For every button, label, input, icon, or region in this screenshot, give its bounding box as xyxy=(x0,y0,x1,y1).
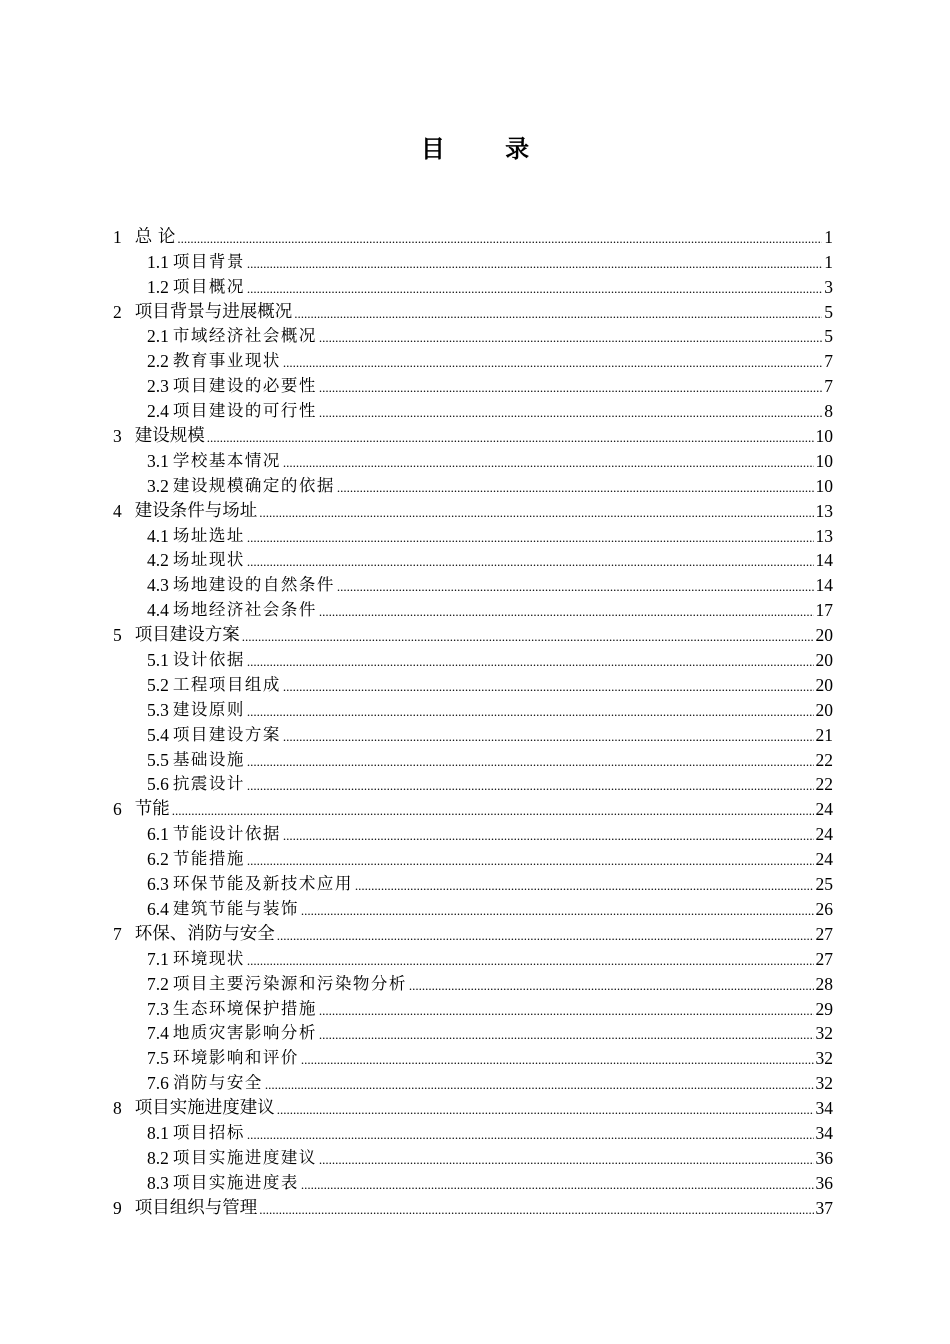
toc-entry-number: 6.3 xyxy=(147,874,169,895)
toc-entry-page: 10 xyxy=(815,450,833,471)
toc-section-entry[interactable] xyxy=(113,523,833,548)
toc-entry-number: 9 xyxy=(113,1197,122,1218)
toc-entry-number: 2.3 xyxy=(147,376,169,397)
toc-entry-title: 市域经济社会概况 xyxy=(172,326,317,346)
toc-dot-leader xyxy=(247,552,814,572)
toc-entry-title: 设计依据 xyxy=(172,650,245,670)
toc-entry-number: 7.6 xyxy=(147,1073,169,1094)
toc-section-entry[interactable] xyxy=(113,1120,833,1145)
toc-section-entry[interactable] xyxy=(113,971,833,996)
toc-entry-page: 24 xyxy=(815,799,833,820)
toc-section-entry[interactable] xyxy=(113,722,833,747)
toc-dot-leader xyxy=(319,378,822,398)
toc-section-entry[interactable] xyxy=(113,896,833,921)
toc-entry-page: 24 xyxy=(815,824,833,845)
toc-dot-leader xyxy=(283,826,814,846)
toc-entry-page: 7 xyxy=(824,376,833,397)
toc-dot-leader xyxy=(265,1075,814,1095)
toc-entry-page: 29 xyxy=(815,998,833,1019)
toc-dot-leader xyxy=(247,279,822,299)
toc-section-entry[interactable] xyxy=(113,398,833,423)
toc-entry-number: 1.1 xyxy=(147,251,169,272)
toc-entry-number: 6.4 xyxy=(147,898,169,919)
toc-entry-number: 3.1 xyxy=(147,450,169,471)
toc-entry-page: 32 xyxy=(815,1023,833,1044)
toc-entry-number: 5.2 xyxy=(147,674,169,695)
toc-entry-number: 5.3 xyxy=(147,699,169,720)
toc-entry-page: 26 xyxy=(815,898,833,919)
toc-dot-leader xyxy=(337,577,814,597)
toc-entry-page: 27 xyxy=(815,923,833,944)
toc-entry-page: 34 xyxy=(815,1098,833,1119)
toc-entry-number: 7 xyxy=(113,923,122,944)
toc-entry-number: 5.5 xyxy=(147,749,169,770)
toc-entry-title: 环保、消防与安全 xyxy=(134,923,275,944)
toc-entry-title: 抗震设计 xyxy=(172,774,245,794)
toc-entry-number: 6 xyxy=(113,799,122,820)
toc-entry-page: 17 xyxy=(815,600,833,621)
toc-entry-page: 36 xyxy=(815,1147,833,1168)
toc-entry-number: 2.1 xyxy=(147,326,169,347)
toc-dot-leader xyxy=(207,428,814,448)
toc-section-entry[interactable] xyxy=(113,473,833,498)
toc-entry-title: 基础设施 xyxy=(172,749,245,769)
toc-dot-leader xyxy=(319,1001,814,1021)
toc-dot-leader xyxy=(283,677,814,697)
toc-entry-title: 项目实施进度表 xyxy=(172,1172,299,1192)
toc-entry-number: 7.4 xyxy=(147,1023,169,1044)
toc-dot-leader xyxy=(319,328,822,348)
toc-dot-leader xyxy=(247,652,814,672)
toc-entry-title: 建设规模 xyxy=(134,426,205,447)
toc-entry-page: 24 xyxy=(815,849,833,870)
toc-dot-leader xyxy=(301,1050,814,1070)
toc-entry-number: 3.2 xyxy=(147,475,169,496)
toc-entry-number: 6.2 xyxy=(147,849,169,870)
toc-entry-page: 14 xyxy=(815,575,833,596)
toc-dot-leader xyxy=(247,254,822,274)
toc-entry-number: 4 xyxy=(113,500,122,521)
toc-section-entry[interactable] xyxy=(113,348,833,373)
toc-section-entry[interactable] xyxy=(113,572,833,597)
toc-entry-title: 节能 xyxy=(134,799,170,820)
toc-entry-title: 项目主要污染源和污染物分析 xyxy=(172,973,407,993)
toc-dot-leader xyxy=(247,776,814,796)
toc-entry-title: 项目概况 xyxy=(172,276,245,296)
toc-section-entry[interactable] xyxy=(113,1170,833,1195)
toc-entry-page: 25 xyxy=(815,874,833,895)
toc-dot-leader xyxy=(259,503,813,523)
toc-dot-leader xyxy=(409,976,814,996)
toc-entry-title: 建设规模确定的依据 xyxy=(172,475,335,495)
toc-entry-number: 7.5 xyxy=(147,1048,169,1069)
toc-dot-leader xyxy=(283,353,822,373)
toc-entry-title: 生态环境保护措施 xyxy=(172,998,317,1018)
toc-entry-title: 项目背景 xyxy=(172,251,245,271)
toc-entry-number: 5.1 xyxy=(147,650,169,671)
toc-entry-number: 8 xyxy=(113,1098,122,1119)
toc-dot-leader xyxy=(319,1025,814,1045)
toc-entry-number: 7.1 xyxy=(147,948,169,969)
toc-section-entry[interactable] xyxy=(113,597,833,622)
toc-dot-leader xyxy=(277,926,814,946)
toc-entry-page: 5 xyxy=(824,326,833,347)
toc-chapter-entry[interactable] xyxy=(113,423,833,448)
toc-entry-number: 8.1 xyxy=(147,1122,169,1143)
toc-entry-number: 2.4 xyxy=(147,401,169,422)
toc-entry-page: 32 xyxy=(815,1073,833,1094)
toc-entry-number: 8.2 xyxy=(147,1147,169,1168)
toc-entry-number: 7.2 xyxy=(147,973,169,994)
toc-entry-title: 项目建设的可行性 xyxy=(172,401,317,421)
toc-entry-title: 环境现状 xyxy=(172,948,245,968)
toc-section-entry[interactable] xyxy=(113,846,833,871)
toc-entry-number: 4.3 xyxy=(147,575,169,596)
toc-dot-leader xyxy=(247,528,814,548)
toc-entry-number: 2 xyxy=(113,301,122,322)
toc-entry-number: 4.1 xyxy=(147,525,169,546)
toc-dot-leader xyxy=(319,602,814,622)
toc-entry-page: 20 xyxy=(815,699,833,720)
toc-chapter-entry[interactable] xyxy=(113,921,833,946)
toc-dot-leader xyxy=(319,403,822,423)
toc-dot-leader xyxy=(247,951,814,971)
toc-section-entry[interactable] xyxy=(113,1045,833,1070)
toc-section-entry[interactable] xyxy=(113,821,833,846)
toc-entry-page: 36 xyxy=(815,1172,833,1193)
toc-dot-leader xyxy=(247,702,814,722)
toc-entry-page: 22 xyxy=(815,774,833,795)
toc-dot-leader xyxy=(283,727,814,747)
toc-entry-page: 28 xyxy=(815,973,833,994)
toc-entry-number: 1.2 xyxy=(147,276,169,297)
toc-section-entry[interactable] xyxy=(113,647,833,672)
toc-entry-number: 4.2 xyxy=(147,550,169,571)
toc-entry-title: 场地建设的自然条件 xyxy=(172,575,335,595)
page-title: 目 录 xyxy=(420,135,556,163)
toc-entry-page: 10 xyxy=(815,475,833,496)
toc-chapter-entry[interactable] xyxy=(113,622,833,647)
toc-dot-leader xyxy=(301,901,814,921)
toc-entry-number: 2.2 xyxy=(147,351,169,372)
toc-entry-number: 7.3 xyxy=(147,998,169,1019)
toc-entry-number: 5.4 xyxy=(147,724,169,745)
toc-entry-page: 20 xyxy=(815,674,833,695)
toc-entry-title: 环保节能及新技术应用 xyxy=(172,874,353,894)
toc-chapter-entry[interactable] xyxy=(113,224,833,249)
toc-entry-title: 场地经济社会条件 xyxy=(172,600,317,620)
toc-entry-title: 项目组织与管理 xyxy=(134,1197,258,1218)
toc-entry-page: 32 xyxy=(815,1048,833,1069)
toc-section-entry[interactable] xyxy=(113,946,833,971)
toc-entry-page: 27 xyxy=(815,948,833,969)
toc-entry-title: 建设原则 xyxy=(172,699,245,719)
toc-entry-page: 34 xyxy=(815,1122,833,1143)
toc-entry-number: 5 xyxy=(113,625,122,646)
toc-entry-page: 5 xyxy=(824,301,833,322)
toc-entry-title: 节能设计依据 xyxy=(172,824,281,844)
toc-chapter-entry[interactable] xyxy=(113,299,833,324)
toc-chapter-entry[interactable] xyxy=(113,796,833,821)
table-of-contents xyxy=(113,224,833,1220)
toc-section-entry[interactable] xyxy=(113,772,833,797)
toc-entry-page: 7 xyxy=(824,351,833,372)
toc-entry-page: 10 xyxy=(815,426,833,447)
toc-entry-page: 13 xyxy=(815,500,833,521)
toc-section-entry[interactable] xyxy=(113,274,833,299)
toc-entry-page: 37 xyxy=(815,1197,833,1218)
toc-dot-leader xyxy=(247,752,814,772)
toc-section-entry[interactable] xyxy=(113,1021,833,1046)
toc-entry-number: 3 xyxy=(113,426,122,447)
toc-entry-title: 环境影响和评价 xyxy=(172,1048,299,1068)
toc-dot-leader xyxy=(242,627,814,647)
toc-dot-leader xyxy=(247,1125,814,1145)
toc-entry-page: 22 xyxy=(815,749,833,770)
toc-entry-page: 1 xyxy=(824,226,833,247)
toc-dot-leader xyxy=(177,229,822,249)
toc-section-entry[interactable] xyxy=(113,1145,833,1170)
toc-chapter-entry[interactable] xyxy=(113,1195,833,1220)
toc-section-entry[interactable] xyxy=(113,1070,833,1095)
toc-section-entry[interactable] xyxy=(113,697,833,722)
toc-entry-title: 场址选址 xyxy=(172,525,245,545)
toc-section-entry[interactable] xyxy=(113,249,833,274)
toc-entry-title: 节能措施 xyxy=(172,849,245,869)
toc-entry-title: 学校基本情况 xyxy=(172,450,281,470)
toc-entry-page: 3 xyxy=(824,276,833,297)
toc-dot-leader xyxy=(259,1200,813,1220)
toc-entry-title: 教育事业现状 xyxy=(172,351,281,371)
toc-entry-page: 8 xyxy=(824,401,833,422)
toc-dot-leader xyxy=(319,1150,814,1170)
toc-section-entry[interactable] xyxy=(113,324,833,349)
toc-entry-title: 项目背景与进展概况 xyxy=(134,301,293,322)
toc-dot-leader xyxy=(277,1100,814,1120)
toc-entry-title: 地质灾害影响分析 xyxy=(172,1023,317,1043)
toc-entry-title: 消防与安全 xyxy=(172,1073,263,1093)
toc-section-entry[interactable] xyxy=(113,448,833,473)
toc-chapter-entry[interactable] xyxy=(113,1095,833,1120)
toc-section-entry[interactable] xyxy=(113,747,833,772)
toc-chapter-entry[interactable] xyxy=(113,498,833,523)
toc-entry-title: 项目建设方案 xyxy=(172,724,281,744)
toc-section-entry[interactable] xyxy=(113,672,833,697)
toc-entry-title: 建筑节能与装饰 xyxy=(172,898,299,918)
toc-dot-leader xyxy=(355,876,814,896)
toc-entry-page: 20 xyxy=(815,625,833,646)
toc-dot-leader xyxy=(301,1175,814,1195)
toc-entry-title: 场址现状 xyxy=(172,550,245,570)
toc-section-entry[interactable] xyxy=(113,871,833,896)
toc-entry-title: 工程项目组成 xyxy=(172,674,281,694)
toc-entry-title: 项目建设方案 xyxy=(134,625,240,646)
toc-section-entry[interactable] xyxy=(113,548,833,573)
toc-entry-title: 建设条件与场址 xyxy=(134,500,258,521)
toc-dot-leader xyxy=(247,851,814,871)
toc-entry-page: 13 xyxy=(815,525,833,546)
toc-entry-page: 21 xyxy=(815,724,833,745)
toc-section-entry[interactable] xyxy=(113,373,833,398)
toc-entry-number: 5.6 xyxy=(147,774,169,795)
toc-entry-title: 项目招标 xyxy=(172,1122,245,1142)
toc-entry-number: 6.1 xyxy=(147,824,169,845)
toc-entry-number: 8.3 xyxy=(147,1172,169,1193)
toc-dot-leader xyxy=(283,453,814,473)
toc-section-entry[interactable] xyxy=(113,996,833,1021)
toc-entry-page: 14 xyxy=(815,550,833,571)
toc-entry-number: 1 xyxy=(113,226,122,247)
toc-dot-leader xyxy=(294,304,822,324)
toc-dot-leader xyxy=(172,801,814,821)
toc-entry-title: 项目实施进度建议 xyxy=(134,1098,275,1119)
toc-entry-number: 4.4 xyxy=(147,600,169,621)
toc-entry-page: 1 xyxy=(824,251,833,272)
toc-entry-title: 项目建设的必要性 xyxy=(172,376,317,396)
toc-entry-title: 项目实施进度建议 xyxy=(172,1147,317,1167)
toc-dot-leader xyxy=(337,478,814,498)
toc-entry-page: 20 xyxy=(815,650,833,671)
toc-entry-title: 总 论 xyxy=(134,226,176,247)
